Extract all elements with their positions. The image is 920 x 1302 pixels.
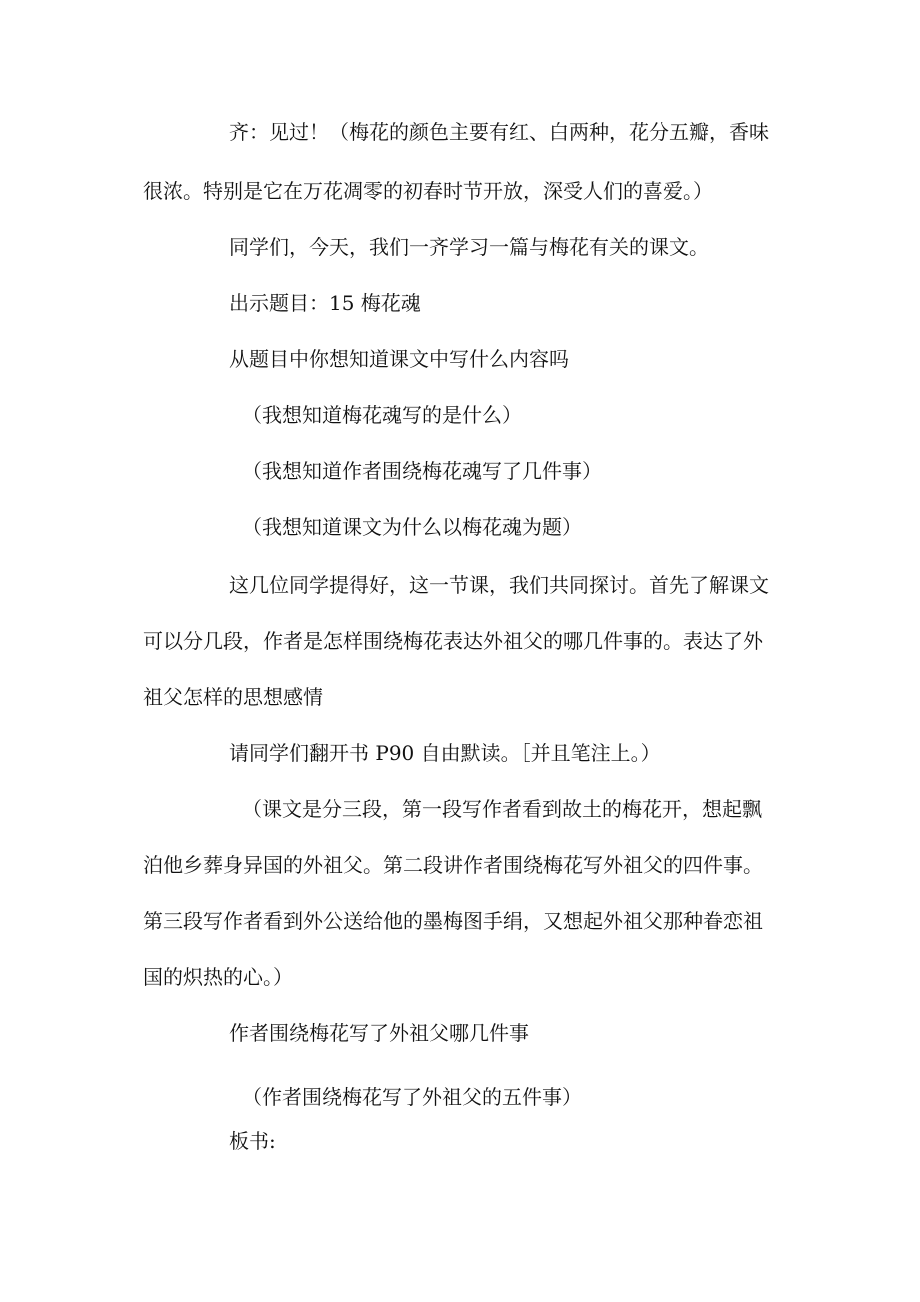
text-line-10: 可以分几段，作者是怎样围绕梅花表达外祖父的哪几件事的。表达了外 xyxy=(143,629,763,653)
text-line-18: （作者围绕梅花写了外祖父的五件事） xyxy=(242,1085,582,1109)
text-line-11: 祖父怎样的思想感情 xyxy=(143,685,323,709)
text-line-14: 泊他乡葬身异国的外祖父。第二段讲作者围绕梅花写外祖父的四件事。 xyxy=(143,853,763,877)
text-line-19: 板书: xyxy=(229,1129,276,1153)
text-line-6: （我想知道梅花魂写的是什么） xyxy=(242,403,522,427)
text-line-5: 从题目中你想知道课文中写什么内容吗 xyxy=(229,347,569,371)
text-line-4: 出示题目：15 梅花魂 xyxy=(229,291,421,315)
text-line-8: （我想知道课文为什么以梅花魂为题） xyxy=(242,515,582,539)
text-line-13: （课文是分三段，第一段写作者看到故土的梅花开，想起飘 xyxy=(242,797,762,821)
text-line-2: 很浓。特别是它在万花凋零的初春时节开放，深受人们的喜爱。） xyxy=(143,179,713,203)
text-line-12: 请同学们翻开书 P90 自由默读。［并且笔注上。） xyxy=(229,741,661,765)
text-line-16: 国的炽热的心。） xyxy=(143,965,293,989)
text-line-1: 齐：见过！（梅花的颜色主要有红、白两种，花分五瓣，香味 xyxy=(229,120,769,144)
text-line-17: 作者围绕梅花写了外祖父哪几件事 xyxy=(229,1021,529,1045)
text-line-15: 第三段写作者看到外公送给他的墨梅图手绢，又想起外祖父那种眷恋祖 xyxy=(143,909,763,933)
text-line-3: 同学们，今天，我们一齐学习一篇与梅花有关的课文。 xyxy=(229,235,709,259)
text-line-9: 这几位同学提得好，这一节课，我们共同探讨。首先了解课文 xyxy=(229,573,769,597)
text-line-7: （我想知道作者围绕梅花魂写了几件事） xyxy=(242,459,602,483)
